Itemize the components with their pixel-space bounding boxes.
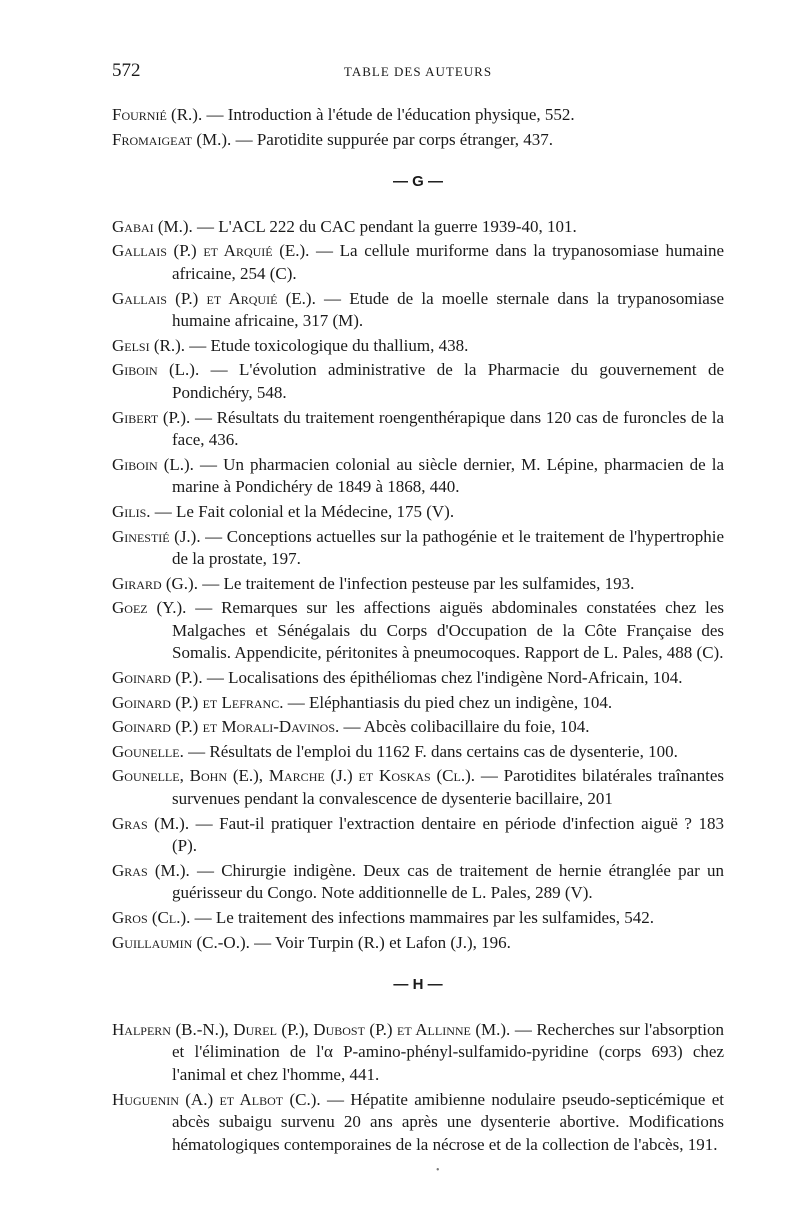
entry-author: Gelsi (R.). (112, 335, 186, 355)
entry-title: — Etude de la moelle sternale dans la trypanosomiase humaine africaine, 317 (M). (172, 288, 725, 331)
entry-title: — Parotidites bilatérales traînantes survenues pendant la convalescence de dysenterie bacillaire, 201 (172, 766, 724, 809)
entry-author: Guillaumin (C.-O.). (112, 932, 250, 952)
index-entry (112, 692, 724, 715)
index-entry (112, 741, 724, 764)
entry-author: Fromaigeat (M.). (112, 129, 232, 149)
entry-author: Ginestié (J.). (112, 526, 201, 546)
entry-author: Fournié (R.). (112, 105, 203, 124)
entry-author: Gabai (M.). (112, 216, 193, 236)
entry-title: — Voir Turpin (R.) et Lafon (J.), 196. (249, 932, 511, 952)
index-entry (112, 359, 724, 404)
entry-author: Gibert (P.). (112, 407, 191, 427)
page-header (112, 60, 724, 84)
index-entry (112, 765, 724, 810)
entry-author: Goinard (P.) et Morali-Davinos. (112, 717, 340, 737)
entry-author: Giboin (L.). (112, 360, 200, 380)
entry-title: — Le Fait colonial et la Médecine, 175 (V). (150, 501, 455, 521)
index-entry (112, 860, 724, 905)
entry-author: Gras (M.). (112, 860, 190, 880)
entry-title: — Faut-il pratiquer l'extraction dentaire en période d'infection aiguë ? 183 (P). (172, 813, 724, 856)
entry-title: — Abcès colibacillaire du foie, 104. (339, 717, 590, 737)
index-entry (112, 1019, 724, 1087)
entry-title: — Le traitement des infections mammaires par les sulfamides, 542. (190, 908, 654, 927)
entry-author: Gilis. (112, 501, 151, 521)
index-entry (112, 335, 724, 358)
entry-title: — Localisations des épithéliomas chez l'indigène Nord-Africain, 104. (202, 668, 683, 688)
entry-title: — Introduction à l'étude de l'éducation physique, 552. (202, 105, 575, 124)
index-entry (112, 454, 724, 499)
entry-author: Gallais (P.) et Arquié (E.). (112, 288, 316, 308)
entry-title: — Parotidite suppurée par corps étranger, 437. (231, 129, 554, 149)
index-entry (112, 907, 724, 930)
index-entry (112, 407, 724, 452)
index-entry (112, 667, 724, 690)
entry-title: — Un pharmacien colonial au siècle dernier, M. Lépine, pharmacien de la marine à Pondichéry de 1849 à 1868, 440. (172, 454, 725, 497)
entry-title: — Eléphantiasis du pied chez un indigène, 104. (283, 692, 613, 712)
entry-title: — Conceptions actuelles sur la pathogénie et le traitement de l'hypertrophie de la prostate, 197. (172, 526, 724, 569)
entry-title: — L'ACL 222 du CAC pendant la guerre 1939-40, 101. (192, 216, 577, 236)
index-entry (112, 932, 724, 955)
entry-title: — Remarques sur les affections aiguës abdominales constatées chez les Malgaches et Sénégalais du Corps d'Occupation de la Côte Française des Somalis. Appendicite, péritonites à pneumocoques. Rapport de L. Pales, 488 (C). (172, 598, 724, 663)
page-number: 572 (112, 60, 141, 81)
entry-author: Huguenin (A.) et Albot (C.). (112, 1089, 321, 1109)
entry-author: Gounelle, Bohn (E.), Marche (J.) et Koskas (Cl.). (112, 766, 475, 786)
entry-title: — Le traitement de l'infection pesteuse par les sulfamides, 193. (197, 573, 635, 593)
index-entry (112, 129, 724, 152)
index-entry (112, 501, 724, 524)
index-entry (112, 104, 724, 127)
entry-title: — L'évolution administrative de la Pharmacie du gouvernement de Pondichéry, 548. (172, 360, 725, 402)
author-index (112, 104, 724, 1158)
entry-author: Gros (Cl.). (112, 908, 191, 927)
entry-title: — Résultats de l'emploi du 1162 F. dans certains cas de dysenterie, 100. (183, 741, 678, 761)
section-letter-heading: — H — (393, 976, 443, 994)
entry-title: — Chirurgie indigène. Deux cas de traitement de hernie étranglée par un guérisseur du Congo. Note additionnelle de L. Pales, 289 (V). (172, 860, 724, 903)
entry-author: Goinard (P.). (112, 668, 203, 688)
entry-author: Gras (M.). (112, 813, 190, 833)
entry-author: Girard (G.). (112, 573, 198, 593)
entry-title: — Hépatite amibienne nodulaire pseudo-septicémique et abcès subaigu survenu 20 ans après une dysenterie abortive. Modifications hématologiques contemporaines de la nécrose et de la collection de l'abcès, 191. (172, 1089, 724, 1154)
index-entry (112, 526, 724, 571)
index-entry (112, 1089, 724, 1157)
entry-author: Giboin (L.). (112, 454, 194, 474)
entry-title: — Etude toxicologique du thallium, 438. (185, 335, 469, 355)
entry-title: — Recherches sur l'absorption et l'élimination de l'α P-amino-phényl-sulfamido-pyridine (corps 693) chez l'animal et chez l'homme, 441. (172, 1019, 724, 1084)
index-entry (112, 573, 724, 596)
index-entry (112, 813, 724, 858)
section-letter-heading: — G — (392, 173, 443, 191)
index-entry (112, 716, 724, 739)
entry-author: Gallais (P.) et Arquié (E.). (112, 241, 310, 261)
entry-author: Gounelle. (112, 741, 184, 761)
entry-author: Halpern (B.-N.), Durel (P.), Dubost (P.) et Allinne (M.). (112, 1019, 511, 1039)
index-entry (112, 597, 724, 665)
index-entry (112, 216, 724, 239)
index-entry (112, 288, 724, 333)
print-speck: • (436, 1165, 440, 1176)
entry-title: — La cellule muriforme dans la trypanosomiase humaine africaine, 254 (C). (172, 241, 724, 283)
entry-author: Goez (Y.). (112, 598, 187, 618)
index-entry (112, 240, 724, 285)
entry-author: Goinard (P.) et Lefranc. (112, 692, 284, 712)
running-title: TABLE DES AUTEURS (343, 64, 493, 79)
entry-title: — Résultats du traitement roengenthérapique dans 120 cas de furoncles de la face, 436. (172, 407, 724, 450)
